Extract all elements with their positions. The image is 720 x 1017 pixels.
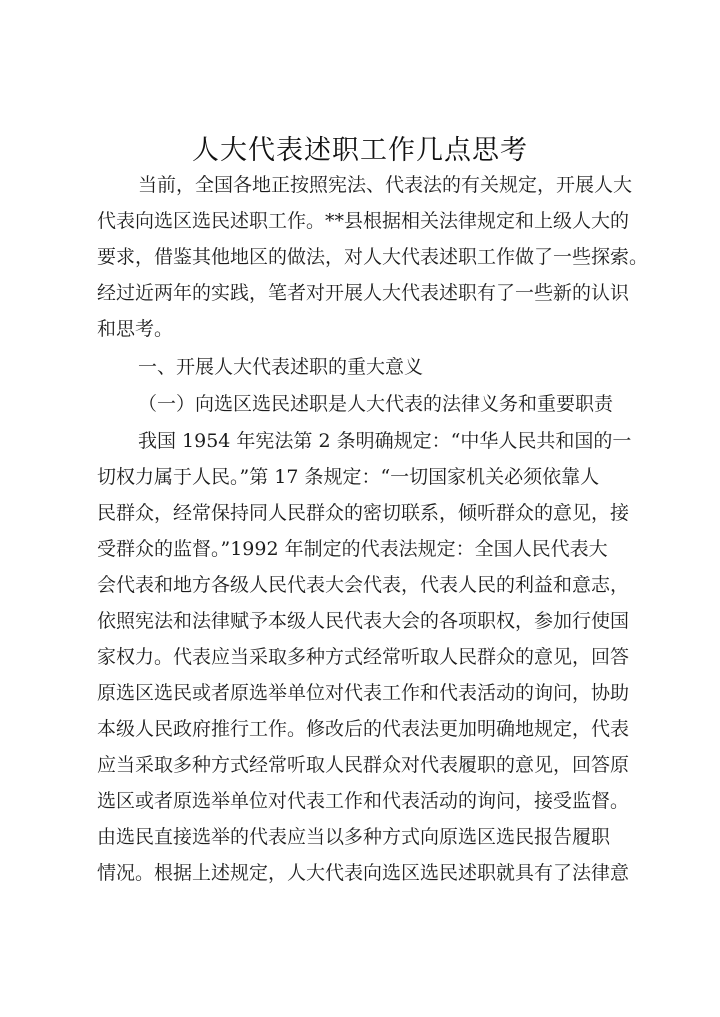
paragraph-line: 当前，全国各地正按照宪法、代表法的有关规定，开展人大 bbox=[138, 174, 633, 196]
paragraph-line: 和思考。 bbox=[97, 318, 174, 340]
paragraph-line: 由选民直接选举的代表应当以多种方式向原选区选民报告履职 bbox=[97, 826, 611, 848]
paragraph-line: 会代表和地方各级人民代表大会代表，代表人民的利益和意志， bbox=[97, 574, 630, 596]
paragraph-line: 情况。根据上述规定，人大代表向选区选民述职就具有了法律意 bbox=[97, 862, 630, 884]
paragraph-line: 应当采取多种方式经常听取人民群众对代表履职的意见，回答原 bbox=[97, 754, 630, 776]
paragraph-line: 本级人民政府推行工作。修改后的代表法更加明确地规定，代表 bbox=[97, 718, 630, 740]
paragraph-line: 民群众，经常保持同人民群众的密切联系，倾听群众的意见，接 bbox=[97, 502, 630, 524]
document-title: 人大代表述职工作几点思考 bbox=[192, 135, 528, 166]
paragraph-line: 要求，借鉴其他地区的做法，对人大代表述职工作做了一些探索。 bbox=[97, 246, 649, 268]
subsection-heading: （一）向选区选民述职是人大代表的法律义务和重要职责 bbox=[138, 393, 614, 415]
paragraph-line: 依照宪法和法律赋予本级人民代表大会的各项职权，参加行使国 bbox=[97, 610, 630, 632]
paragraph-line: 原选区选民或者原选举单位对代表工作和代表活动的询问，协助 bbox=[97, 682, 630, 704]
paragraph-line: 家权力。代表应当采取多种方式经常听取人民群众的意见，回答 bbox=[97, 646, 630, 668]
paragraph-line: 我国 1954 年宪法第 2 条明确规定：“中华人民共和国的一 bbox=[138, 430, 632, 452]
paragraph-line: 受群众的监督。”1992 年制定的代表法规定：全国人民代表大 bbox=[97, 538, 608, 560]
paragraph-line: 代表向选区选民述职工作。**县根据相关法律规定和上级人大的 bbox=[97, 210, 630, 232]
paragraph-line: 切权力属于人民。”第 17 条规定：“一切国家机关必须依靠人 bbox=[97, 466, 600, 488]
paragraph-line: 经过近两年的实践，笔者对开展人大代表述职有了一些新的认识 bbox=[97, 282, 630, 304]
section-heading: 一、开展人大代表述职的重大意义 bbox=[138, 356, 424, 378]
paragraph-line: 选区或者原选举单位对代表工作和代表活动的询问，接受监督。 bbox=[97, 790, 630, 812]
